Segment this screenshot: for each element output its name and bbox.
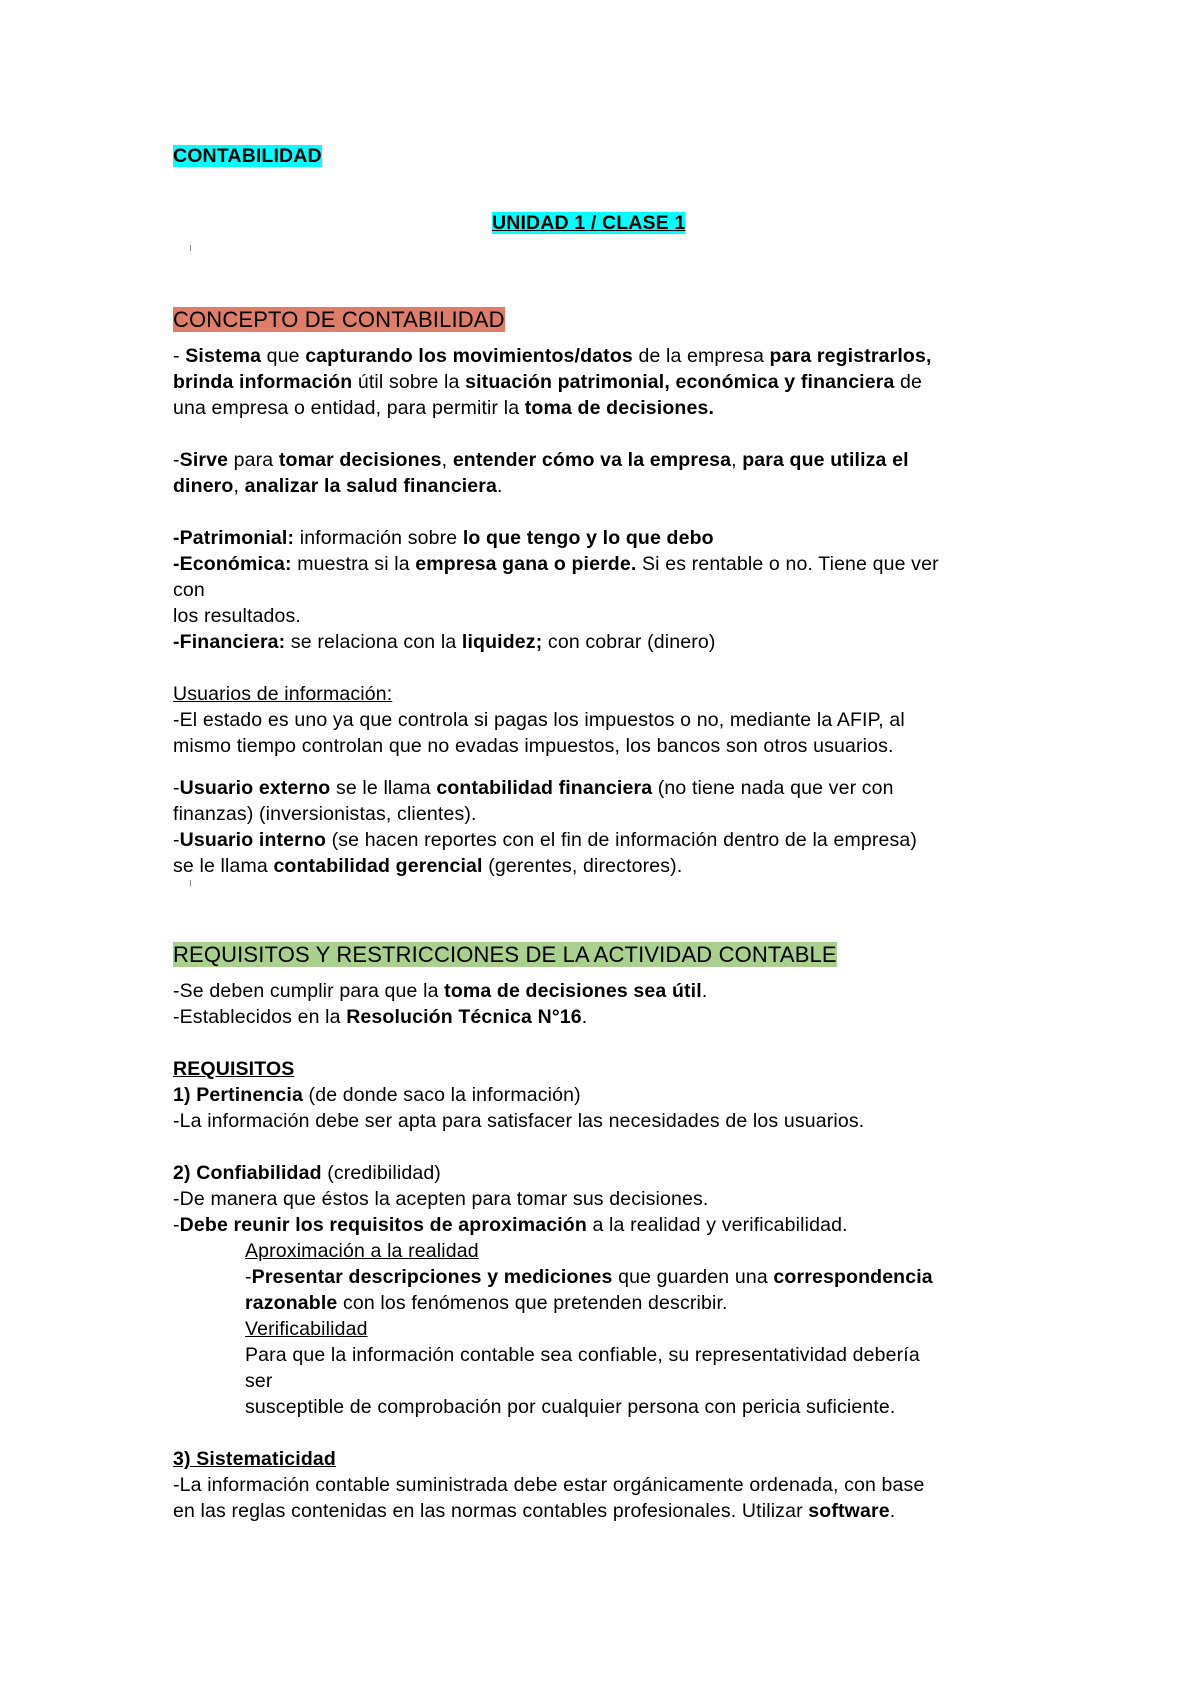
bold-text: lo que tengo y lo que debo bbox=[462, 527, 714, 549]
bold-text: 1) Pertinencia bbox=[173, 1084, 303, 1106]
bold-text: situación patrimonial, económica y financiera bbox=[465, 371, 895, 393]
text: . bbox=[701, 980, 708, 1002]
bold-text: correspondencia bbox=[773, 1266, 933, 1288]
document-title bbox=[173, 143, 322, 169]
text: (credibilidad) bbox=[321, 1162, 441, 1184]
text: para bbox=[228, 449, 279, 471]
text: finanzas) (inversionistas, clientes). bbox=[173, 803, 477, 825]
text: ser bbox=[245, 1370, 273, 1392]
text: mismo tiempo controlan que no evadas impuestos, los bancos son otros usuarios. bbox=[173, 735, 894, 757]
text: los resultados. bbox=[173, 605, 301, 627]
bold-text: Presentar descripciones y mediciones bbox=[251, 1266, 613, 1288]
text: - bbox=[173, 829, 180, 851]
bold-text: -Patrimonial: bbox=[173, 527, 295, 549]
text: - bbox=[173, 1214, 180, 1236]
requisitos-title-text: REQUISITOS bbox=[173, 1058, 295, 1080]
bold-text: 2) Confiabilidad bbox=[173, 1162, 322, 1184]
requirements-line-7 bbox=[173, 1212, 848, 1238]
concept-line-12 bbox=[173, 733, 894, 759]
bold-text: software bbox=[808, 1500, 890, 1522]
text: de bbox=[894, 371, 923, 393]
text: - bbox=[173, 449, 180, 471]
text: - bbox=[173, 777, 180, 799]
requirements-line-1 bbox=[173, 978, 707, 1004]
text: con los fenómenos que pretenden describir. bbox=[337, 1292, 728, 1314]
bold-text: brinda información bbox=[173, 371, 353, 393]
bold-text: contabilidad financiera bbox=[436, 777, 653, 799]
requirements-heading-text: REQUISITOS Y RESTRICCIONES DE LA ACTIVIDAD CONTABLE bbox=[173, 942, 837, 967]
stray-mark bbox=[190, 880, 191, 886]
users-title bbox=[173, 681, 392, 707]
users-title-text: Usuarios de información: bbox=[173, 683, 393, 705]
text: en las reglas contenidas en las normas contables profesionales. Utilizar bbox=[173, 1500, 809, 1522]
concept-line-11 bbox=[173, 707, 905, 733]
concept-line-5 bbox=[173, 473, 503, 499]
bold-text: entender cómo va la empresa bbox=[452, 449, 732, 471]
text: -El estado es uno ya que controla si pagas los impuestos o no, mediante la AFIP, al bbox=[173, 709, 905, 731]
text: - bbox=[173, 345, 186, 367]
text: -Se deben cumplir para que la bbox=[173, 980, 445, 1002]
concept-line-14 bbox=[173, 801, 477, 827]
text: -De manera que éstos la acepten para tomar sus decisiones. bbox=[173, 1188, 709, 1210]
concept-heading bbox=[173, 307, 505, 334]
bold-text: Usuario interno bbox=[179, 829, 327, 851]
text: con bbox=[173, 579, 205, 601]
unit-heading-text: UNIDAD 1 / CLASE 1 bbox=[492, 212, 686, 234]
bold-text: liquidez; bbox=[461, 631, 543, 653]
bold-text: para que utiliza el bbox=[742, 449, 909, 471]
document-title-text: CONTABILIDAD bbox=[173, 145, 322, 167]
text: (no tiene nada que ver con bbox=[652, 777, 894, 799]
bold-text: para registrarlos, bbox=[769, 345, 932, 367]
text: (de donde saco la información) bbox=[302, 1084, 581, 1106]
text: información sobre bbox=[294, 527, 463, 549]
text: a la realidad y verificabilidad. bbox=[586, 1214, 848, 1236]
bold-text: razonable bbox=[245, 1292, 338, 1314]
stray-mark bbox=[190, 245, 191, 251]
requirements-line-3 bbox=[173, 1082, 581, 1108]
concept-line-16 bbox=[173, 853, 682, 879]
bold-text: Resolución Técnica N°16 bbox=[346, 1006, 582, 1028]
requirements-line-2 bbox=[173, 1004, 587, 1030]
verif-title-text: Verificabilidad bbox=[245, 1318, 368, 1340]
requirements-line-12 bbox=[245, 1394, 896, 1420]
text: una empresa o entidad, para permitir la bbox=[173, 397, 525, 419]
bold-text: contabilidad gerencial bbox=[273, 855, 483, 877]
concept-heading-text: CONCEPTO DE CONTABILIDAD bbox=[173, 307, 505, 332]
requirements-line-14 bbox=[173, 1498, 895, 1524]
text: , bbox=[731, 449, 743, 471]
text: muestra si la bbox=[291, 553, 416, 575]
concept-line-6 bbox=[173, 525, 714, 551]
requirements-line-8 bbox=[245, 1264, 933, 1290]
text: , bbox=[441, 449, 453, 471]
verif-title bbox=[245, 1316, 368, 1342]
text: -La información debe ser apta para satisfacer las necesidades de los usuarios. bbox=[173, 1110, 865, 1132]
bold-text: tomar decisiones bbox=[278, 449, 442, 471]
approx-title bbox=[245, 1238, 479, 1264]
concept-line-3 bbox=[173, 395, 714, 421]
concept-line-2 bbox=[173, 369, 922, 395]
text: , bbox=[233, 475, 245, 497]
text: . bbox=[497, 475, 503, 497]
requirements-heading bbox=[173, 942, 837, 969]
requirements-line-11 bbox=[245, 1368, 273, 1394]
concept-line-8 bbox=[173, 577, 205, 603]
text: -La información contable suministrada debe estar orgánicamente ordenada, con base bbox=[173, 1474, 925, 1496]
text: Para que la información contable sea confiable, su representatividad debería bbox=[245, 1344, 920, 1366]
bold-text: capturando los movimientos/datos bbox=[305, 345, 633, 367]
bold-text: -Financiera: bbox=[173, 631, 286, 653]
concept-line-13 bbox=[173, 775, 894, 801]
concept-line-9 bbox=[173, 603, 301, 629]
bold-text: Debe reunir los requisitos de aproximación bbox=[179, 1214, 587, 1236]
bold-text: empresa gana o pierde. bbox=[415, 553, 637, 575]
requirements-line-10 bbox=[245, 1342, 920, 1368]
sistematicidad-title bbox=[173, 1446, 336, 1472]
concept-line-7 bbox=[173, 551, 939, 577]
requirements-line-4 bbox=[173, 1108, 864, 1134]
concept-line-4 bbox=[173, 447, 909, 473]
bold-text: toma de decisiones sea útil bbox=[444, 980, 702, 1002]
text: se le llama bbox=[330, 777, 437, 799]
text: útil sobre la bbox=[352, 371, 466, 393]
bold-text: dinero bbox=[173, 475, 234, 497]
requisitos-title bbox=[173, 1056, 294, 1082]
text: . bbox=[581, 1006, 588, 1028]
bold-text: toma de decisiones. bbox=[524, 397, 715, 419]
concept-line-15 bbox=[173, 827, 917, 853]
text: Si es rentable o no. Tiene que ver bbox=[636, 553, 939, 575]
text: se relaciona con la bbox=[285, 631, 462, 653]
bold-text: Usuario externo bbox=[179, 777, 331, 799]
concept-line-10 bbox=[173, 629, 716, 655]
concept-line-1 bbox=[173, 343, 932, 369]
bold-text: analizar la salud financiera bbox=[244, 475, 498, 497]
text: que bbox=[261, 345, 306, 367]
approx-title-text: Aproximación a la realidad bbox=[245, 1240, 479, 1262]
requirements-line-9 bbox=[245, 1290, 728, 1316]
text: se le llama bbox=[173, 855, 274, 877]
sistematicidad-title-text: 3) Sistematicidad bbox=[173, 1448, 336, 1470]
requirements-line-6 bbox=[173, 1186, 709, 1212]
text: - bbox=[245, 1266, 252, 1288]
requirements-line-5 bbox=[173, 1160, 441, 1186]
text: (se hacen reportes con el fin de información dentro de la empresa) bbox=[326, 829, 918, 851]
text: de la empresa bbox=[632, 345, 770, 367]
text: -Establecidos en la bbox=[173, 1006, 347, 1028]
text: con cobrar (dinero) bbox=[542, 631, 716, 653]
text: susceptible de comprobación por cualquier persona con pericia suficiente. bbox=[245, 1396, 896, 1418]
bold-text: Sistema bbox=[185, 345, 262, 367]
text: . bbox=[889, 1500, 896, 1522]
text: que guarden una bbox=[612, 1266, 774, 1288]
text: (gerentes, directores). bbox=[482, 855, 683, 877]
bold-text: Sirve bbox=[179, 449, 229, 471]
requirements-line-13 bbox=[173, 1472, 924, 1498]
unit-heading bbox=[492, 210, 685, 236]
bold-text: -Económica: bbox=[173, 553, 292, 575]
